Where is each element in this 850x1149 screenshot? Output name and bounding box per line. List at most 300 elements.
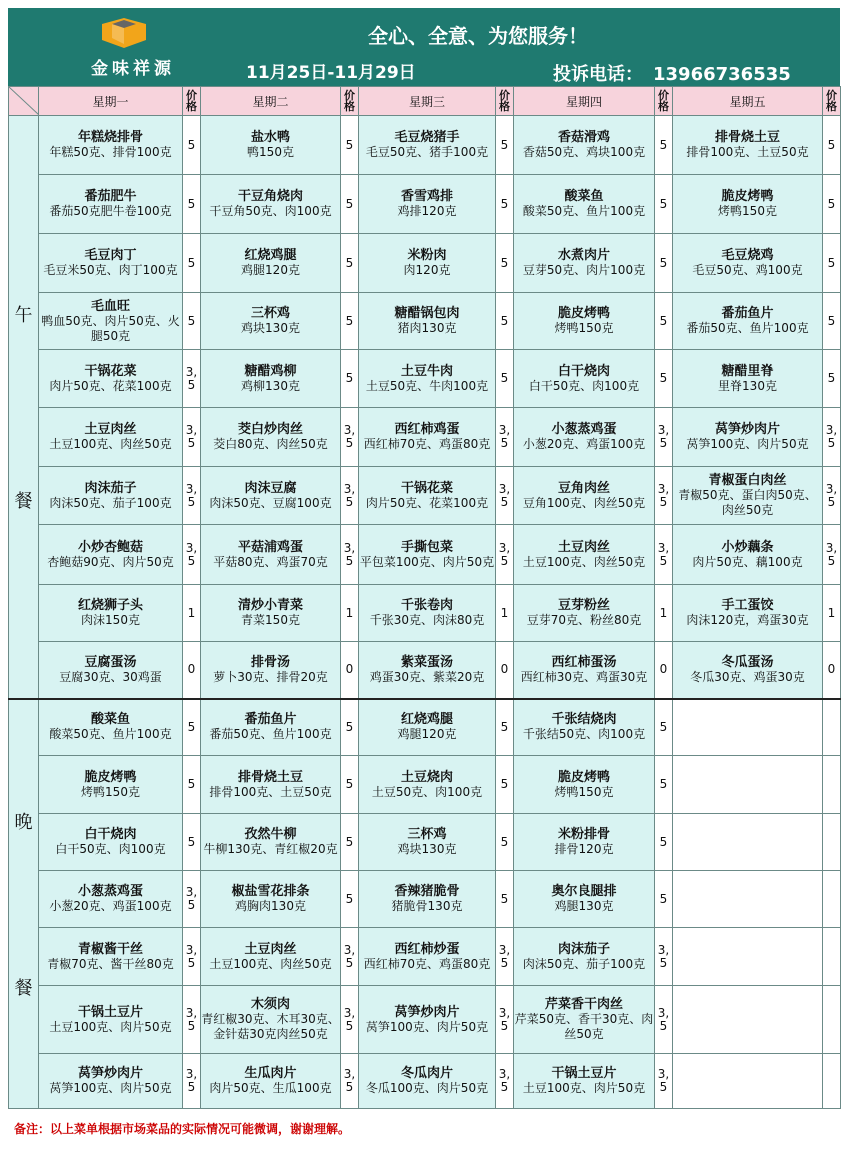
dish-name: 干锅土豆片 [77, 1004, 143, 1020]
dish-name: 毛豆烧猪手 [394, 130, 460, 145]
dish-name: 西红柿蛋汤 [551, 654, 617, 670]
dish-price: 5 [341, 293, 359, 350]
dish-cell [359, 986, 496, 1054]
dish-ingredients: 青椒50克、蛋白肉50克、肉丝50克 [678, 488, 817, 517]
dish-price: 3, 5 [341, 467, 359, 525]
dish-name: 年糕烧排骨 [77, 130, 143, 145]
dish-cell [673, 350, 823, 408]
dish-cell [39, 585, 183, 642]
dish-ingredients: 鸡蛋30克、紫菜20克 [369, 669, 485, 684]
brand-name: 金味祥源 [91, 59, 175, 79]
dinner-label-top: 晚 [14, 811, 33, 833]
dish-cell [39, 293, 183, 350]
dish-ingredients: 肉片50克、生瓜100克 [209, 1081, 332, 1095]
dish-name: 小炒藕条 [721, 539, 774, 555]
dish-ingredients: 番茄50克肥牛卷100克 [49, 204, 172, 218]
dish-price: 0 [183, 642, 201, 699]
dish-name: 干锅花菜 [400, 480, 453, 496]
dish-ingredients: 小葱20克、鸡蛋100克 [49, 899, 172, 913]
dish-name: 脆皮烤鸭 [84, 769, 137, 785]
dish-cell [39, 525, 183, 585]
dish-price: 5 [496, 756, 514, 814]
dish-ingredients: 土豆100克、肉片50克 [49, 1019, 172, 1034]
lunch-row [9, 408, 841, 467]
dish-ingredients: 里脊130克 [718, 378, 777, 393]
dish-ingredients: 青椒70克、酱干丝80克 [47, 956, 174, 971]
dish-cell [201, 928, 341, 986]
empty-price-cell [823, 814, 841, 871]
dish-name: 平菇浦鸡蛋 [237, 539, 303, 555]
lunch-row [9, 234, 841, 293]
price-header: 价格 [823, 87, 841, 116]
dish-price: 5 [496, 699, 514, 756]
dish-cell [359, 408, 496, 467]
dish-ingredients: 芹菜50克、香干30克、肉丝50克 [514, 1012, 654, 1041]
dish-name: 奥尔良腿排 [551, 884, 617, 899]
lunch-row [9, 525, 841, 585]
dish-cell [39, 814, 183, 871]
dish-name: 生瓜肉片 [244, 1066, 297, 1081]
dish-name: 莴笋炒肉片 [394, 1004, 460, 1020]
dish-price: 5 [655, 234, 673, 293]
dish-name: 紫菜蛋汤 [400, 654, 453, 670]
dish-name: 椒盐雪花排条 [231, 884, 310, 899]
dish-name: 西红柿鸡蛋 [394, 422, 460, 437]
dish-ingredients: 烤鸭150克 [554, 784, 614, 799]
dish-price: 5 [341, 699, 359, 756]
dish-name: 脆皮烤鸭 [557, 306, 610, 321]
dish-cell [201, 467, 341, 525]
dish-ingredients: 小葱20克、鸡蛋100克 [522, 437, 646, 451]
dish-ingredients: 猪脆骨130克 [391, 899, 463, 913]
dish-cell [359, 928, 496, 986]
dish-price: 5 [341, 871, 359, 928]
price-header: 价格 [655, 87, 673, 116]
dish-ingredients: 平包菜100克、肉片50克 [359, 554, 495, 569]
dish-name: 白干烧肉 [557, 363, 610, 379]
empty-price-cell [823, 986, 841, 1054]
dish-price: 1 [655, 585, 673, 642]
dish-ingredients: 肉120克 [403, 263, 451, 277]
dish-ingredients: 鸡块130克 [241, 321, 300, 335]
dish-name: 青椒蛋白肉丝 [708, 473, 787, 488]
dish-cell [673, 234, 823, 293]
price-header: 价格 [183, 87, 201, 116]
dish-cell [201, 116, 341, 175]
day-header-tuesday: 星期二 [201, 87, 341, 116]
dish-cell [39, 234, 183, 293]
dish-name: 白干烧肉 [84, 827, 137, 842]
dish-name: 木须肉 [250, 997, 290, 1012]
dish-name: 茭白炒肉丝 [237, 422, 303, 437]
empty-price-cell [823, 871, 841, 928]
dish-name: 青椒酱干丝 [77, 941, 143, 957]
dish-cell [514, 756, 655, 814]
dish-price: 3, 5 [823, 525, 841, 585]
dish-cell [359, 642, 496, 699]
dish-price: 3, 5 [341, 408, 359, 467]
dish-price: 3, 5 [496, 408, 514, 467]
dish-price: 5 [341, 175, 359, 234]
dish-name: 排骨烧土豆 [714, 130, 780, 145]
dish-price: 5 [183, 234, 201, 293]
dish-name: 糖醋鸡柳 [244, 363, 297, 379]
dish-price: 5 [496, 116, 514, 175]
dish-cell [673, 525, 823, 585]
day-header-thursday: 星期四 [514, 87, 655, 116]
dish-ingredients: 白干50克、肉100克 [55, 842, 166, 856]
empty-cell [673, 871, 823, 928]
weekly-menu-table [8, 86, 841, 1109]
lunch-row [9, 116, 841, 175]
dish-price: 5 [496, 293, 514, 350]
dinner-row [9, 986, 841, 1054]
lunch-row [9, 642, 841, 699]
dish-price: 5 [655, 116, 673, 175]
dish-cell [514, 642, 655, 699]
dish-cell [39, 116, 183, 175]
dish-name: 盐水鸭 [250, 130, 290, 145]
dish-name: 干锅花菜 [84, 363, 137, 379]
dish-cell [359, 293, 496, 350]
dish-name: 千张卷肉 [400, 598, 453, 613]
dish-price: 5 [823, 293, 841, 350]
dish-ingredients: 千张30克、肉沫80克 [369, 613, 485, 627]
dish-price: 3, 5 [341, 986, 359, 1054]
dish-cell [359, 175, 496, 234]
dish-price: 5 [341, 814, 359, 871]
dish-ingredients: 平菇80克、鸡蛋70克 [213, 554, 328, 569]
dish-price: 5 [183, 814, 201, 871]
dish-ingredients: 鸡胸肉130克 [235, 899, 306, 913]
dish-price: 3, 5 [496, 525, 514, 585]
dish-ingredients: 豆角100克、肉丝50克 [522, 495, 646, 510]
dish-cell [201, 756, 341, 814]
dish-cell [673, 408, 823, 467]
dish-price: 3, 5 [183, 871, 201, 928]
dish-ingredients: 烤鸭150克 [718, 204, 777, 218]
dish-ingredients: 毛豆米50克、肉丁100克 [43, 263, 178, 277]
dish-ingredients: 干豆角50克、肉100克 [209, 204, 332, 218]
lunch-row [9, 350, 841, 408]
dish-ingredients: 青红椒30克、木耳30克、金针菇30克肉丝50克 [201, 1012, 340, 1041]
dish-name: 毛血旺 [90, 298, 130, 314]
brand-logo [68, 18, 198, 80]
dish-name: 豆腐蛋汤 [84, 654, 137, 670]
dish-cell [514, 350, 655, 408]
dish-price: 3, 5 [183, 350, 201, 408]
dish-ingredients: 鸡腿120克 [397, 727, 457, 742]
dish-cell [201, 814, 341, 871]
dish-cell [514, 408, 655, 467]
dish-name: 三杯鸡 [250, 306, 290, 321]
dish-price: 5 [496, 350, 514, 408]
dish-ingredients: 鸡柳130克 [241, 378, 300, 393]
dish-name: 土豆烧肉 [400, 769, 453, 785]
dish-ingredients: 西红柿30克、鸡蛋30克 [520, 669, 648, 684]
dish-price: 5 [823, 234, 841, 293]
dish-name: 小葱蒸鸡蛋 [551, 422, 617, 437]
dish-ingredients: 排骨100克、土豆50克 [209, 784, 332, 799]
dish-name: 孜然牛柳 [244, 827, 297, 842]
dish-price: 3, 5 [496, 1054, 514, 1109]
dish-price: 5 [655, 814, 673, 871]
dish-name: 土豆肉丝 [557, 539, 610, 555]
dish-price: 5 [823, 350, 841, 408]
dinner-row [9, 814, 841, 871]
column-header-row [9, 87, 841, 116]
dish-price: 3, 5 [183, 928, 201, 986]
dish-ingredients: 猪肉130克 [397, 321, 457, 335]
dish-ingredients: 毛豆50克、猪手100克 [365, 145, 489, 159]
lunch-label-bottom: 餐 [14, 490, 33, 512]
dish-price: 3, 5 [655, 467, 673, 525]
dish-price: 5 [496, 175, 514, 234]
dish-ingredients: 烤鸭150克 [81, 784, 140, 799]
dish-ingredients: 鸡排120克 [397, 204, 457, 218]
dish-ingredients: 鸡块130克 [397, 842, 457, 856]
dish-price: 3, 5 [183, 467, 201, 525]
dish-name: 三杯鸡 [407, 827, 447, 842]
dish-ingredients: 番茄50克、鱼片100克 [209, 727, 332, 742]
lunch-row [9, 467, 841, 525]
complaint-phone: 13966736535 [653, 64, 791, 85]
dish-ingredients: 土豆50克、肉100克 [371, 784, 483, 799]
dish-ingredients: 冬瓜100克、肉片50克 [365, 1081, 489, 1095]
dish-name: 冬瓜蛋汤 [721, 654, 774, 670]
dish-cell [201, 408, 341, 467]
dish-cell [359, 234, 496, 293]
dish-ingredients: 香菇50克、鸡块100克 [522, 145, 646, 159]
dish-price: 3, 5 [183, 525, 201, 585]
dish-price: 1 [341, 585, 359, 642]
dish-ingredients: 西红柿70克、鸡蛋80克 [363, 437, 491, 451]
dinner-row [9, 871, 841, 928]
dish-cell [359, 699, 496, 756]
dish-cell [514, 585, 655, 642]
dish-name: 芹菜香干肉丝 [544, 997, 623, 1012]
dish-price: 3, 5 [341, 928, 359, 986]
dish-price: 3, 5 [655, 928, 673, 986]
dish-price: 5 [655, 175, 673, 234]
dish-cell [39, 986, 183, 1054]
dish-name: 莴笋炒肉片 [77, 1066, 143, 1081]
dish-name: 西红柿炒蛋 [394, 941, 460, 957]
dinner-row [9, 1054, 841, 1109]
dish-ingredients: 烤鸭150克 [554, 321, 614, 335]
dish-ingredients: 白干50克、肉100克 [528, 378, 640, 393]
dish-price: 0 [823, 642, 841, 699]
dish-ingredients: 萝卜30克、排骨20克 [213, 669, 328, 684]
dish-price: 3, 5 [655, 986, 673, 1054]
dish-cell [39, 699, 183, 756]
dish-cell [673, 293, 823, 350]
dish-cell [39, 1054, 183, 1109]
dish-cell [39, 467, 183, 525]
dish-cell [514, 175, 655, 234]
corner-cell [9, 87, 39, 116]
empty-price-cell [823, 928, 841, 986]
diagonal-line-icon [9, 87, 39, 115]
dish-cell [39, 928, 183, 986]
dish-cell [673, 642, 823, 699]
dish-name: 糖醋锅包肉 [394, 306, 460, 321]
dish-ingredients: 排骨120克 [554, 842, 614, 856]
dish-price: 1 [496, 585, 514, 642]
dish-cell [514, 525, 655, 585]
dish-cell [201, 525, 341, 585]
dish-price: 5 [823, 116, 841, 175]
dish-ingredients: 肉片50克、花菜100克 [365, 495, 489, 510]
empty-cell [673, 986, 823, 1054]
dish-cell [39, 350, 183, 408]
dish-ingredients: 肉沫50克、豆腐100克 [209, 495, 332, 510]
dish-price: 0 [341, 642, 359, 699]
dish-cell [39, 642, 183, 699]
dish-name: 清炒小青菜 [237, 598, 303, 613]
dish-ingredients: 牛柳130克、青红椒20克 [203, 842, 338, 856]
dish-ingredients: 豆腐30克、30鸡蛋 [59, 669, 162, 684]
dish-name: 冬瓜肉片 [400, 1066, 453, 1081]
dish-name: 香辣猪脆骨 [394, 884, 460, 899]
dish-price: 5 [341, 756, 359, 814]
dish-ingredients: 豆芽50克、肉片100克 [522, 263, 646, 277]
day-header-monday: 星期一 [39, 87, 183, 116]
empty-price-cell [823, 1054, 841, 1109]
dish-price: 3, 5 [341, 1054, 359, 1109]
dish-cell [514, 1054, 655, 1109]
empty-cell [673, 814, 823, 871]
dish-cell [514, 986, 655, 1054]
dish-name: 毛豆烧鸡 [721, 248, 774, 263]
dish-price: 0 [655, 642, 673, 699]
dish-price: 3, 5 [341, 525, 359, 585]
lunch-row [9, 175, 841, 234]
empty-cell [673, 699, 823, 756]
lunch-label-top: 午 [14, 304, 33, 326]
page-header [8, 8, 840, 86]
empty-cell [673, 928, 823, 986]
dish-cell [359, 350, 496, 408]
dish-name: 米粉排骨 [557, 827, 610, 842]
dish-name: 土豆牛肉 [400, 363, 453, 379]
complaint-hotline [553, 60, 791, 86]
dish-name: 毛豆肉丁 [84, 248, 137, 263]
dish-cell [201, 585, 341, 642]
dish-name: 豆角肉丝 [557, 480, 610, 496]
dish-price: 1 [183, 585, 201, 642]
dish-ingredients: 排骨100克、土豆50克 [686, 145, 809, 159]
dish-name: 酸菜鱼 [90, 712, 130, 728]
dish-ingredients: 鸭150克 [247, 145, 294, 159]
dish-cell [201, 293, 341, 350]
dish-ingredients: 莴笋100克、肉片50克 [365, 1019, 489, 1034]
dish-cell [359, 585, 496, 642]
dish-ingredients: 莴笋100克、肉片50克 [49, 1081, 172, 1095]
dish-cell [201, 642, 341, 699]
empty-price-cell [823, 756, 841, 814]
dish-cell [359, 525, 496, 585]
dish-name: 千张结烧肉 [551, 712, 617, 728]
dish-name: 莴笋炒肉片 [714, 422, 780, 437]
dish-name: 香雪鸡排 [400, 189, 453, 204]
dinner-label [9, 699, 39, 1109]
day-header-friday: 星期五 [673, 87, 823, 116]
dish-name: 水煮肉片 [557, 248, 610, 263]
dish-price: 5 [183, 756, 201, 814]
dish-ingredients: 土豆100克、肉丝50克 [209, 956, 332, 971]
dish-price: 5 [655, 871, 673, 928]
dish-price: 5 [183, 175, 201, 234]
dish-cell [201, 234, 341, 293]
dish-cell [673, 175, 823, 234]
dish-cell [39, 871, 183, 928]
dish-ingredients: 肉沫120克，鸡蛋30克 [686, 613, 809, 627]
dish-cell [201, 986, 341, 1054]
dish-price: 3, 5 [655, 525, 673, 585]
dish-price: 1 [823, 585, 841, 642]
dish-cell [39, 756, 183, 814]
complaint-label: 投诉电话： [553, 64, 643, 85]
dish-ingredients: 毛豆50克、鸡100克 [692, 263, 803, 277]
dish-price: 5 [341, 116, 359, 175]
dish-ingredients: 酸菜50克、鱼片100克 [49, 727, 172, 742]
dish-name: 干锅土豆片 [551, 1066, 617, 1081]
dish-price: 3, 5 [655, 1054, 673, 1109]
dish-ingredients: 莴笋100克、肉片50克 [686, 437, 809, 451]
dish-cell [514, 871, 655, 928]
dish-name: 肉沫茄子 [557, 941, 610, 957]
dish-ingredients: 千张结50克、肉100克 [522, 727, 646, 742]
dish-ingredients: 肉片50克、藕100克 [692, 554, 803, 569]
dish-name: 红烧狮子头 [77, 598, 143, 613]
dish-price: 5 [655, 293, 673, 350]
dish-ingredients: 番茄50克、鱼片100克 [686, 321, 809, 335]
dish-name: 手撕包菜 [400, 539, 453, 555]
dish-price: 5 [823, 175, 841, 234]
dish-price: 3, 5 [655, 408, 673, 467]
dish-ingredients: 肉沫50克、茄子100克 [522, 956, 646, 971]
empty-cell [673, 756, 823, 814]
date-range: 11月25日-11月29日 [246, 63, 416, 83]
dish-price: 5 [183, 116, 201, 175]
dish-name: 脆皮烤鸭 [721, 189, 774, 204]
dish-cell [514, 467, 655, 525]
dish-price: 5 [341, 350, 359, 408]
dish-name: 红烧鸡腿 [400, 712, 453, 728]
lunch-row [9, 293, 841, 350]
dish-cell [673, 585, 823, 642]
dish-price: 3, 5 [496, 928, 514, 986]
dinner-row [9, 756, 841, 814]
dish-price: 3, 5 [496, 467, 514, 525]
dinner-row [9, 699, 841, 756]
dish-name: 土豆肉丝 [244, 941, 297, 957]
dish-cell [359, 1054, 496, 1109]
dish-price: 5 [496, 814, 514, 871]
dish-price: 0 [496, 642, 514, 699]
dish-ingredients: 茭白80克、肉丝50克 [213, 437, 328, 451]
dish-ingredients: 西红柿70克、鸡蛋80克 [363, 956, 491, 971]
dish-name: 红烧鸡腿 [244, 248, 297, 263]
dish-cell [359, 814, 496, 871]
dinner-label-bottom: 餐 [14, 977, 33, 999]
dish-ingredients: 土豆100克、肉丝50克 [49, 437, 172, 451]
lunch-row [9, 585, 841, 642]
dish-name: 脆皮烤鸭 [557, 769, 610, 785]
dish-price: 5 [655, 756, 673, 814]
dish-name: 番茄肥牛 [84, 189, 137, 204]
